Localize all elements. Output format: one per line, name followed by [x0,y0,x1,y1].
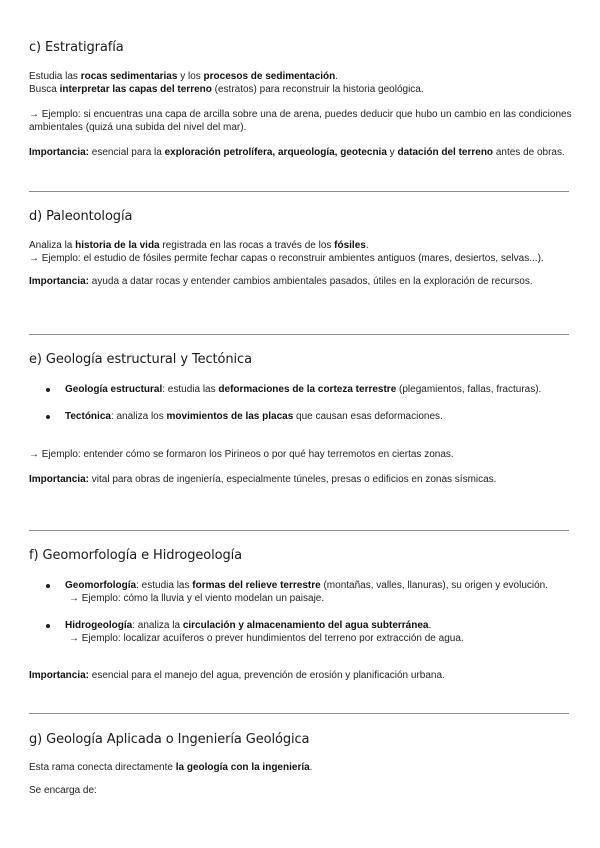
section-geologia-aplicada [29,732,574,797]
example-paragraph: → Ejemplo: el estudio de fósiles permite fechar capas o reconstruir ambientes antiguos (mares, desiertos, selvas...). [29,253,544,264]
importance-paragraph: Importancia: vital para obras de ingeniería, especialmente túneles, presas o edificios en zonas sísmicas. [29,474,497,485]
divider [29,530,569,531]
importance-paragraph: Importancia: esencial para el manejo del agua, prevención de erosión y planificación urbana. [29,670,445,681]
bullet-icon [46,584,50,588]
section-title: c) Estratigrafía [29,40,124,55]
list-item: Tectónica: analiza los movimientos de las placas que causan esas deformaciones. [29,410,574,423]
example-paragraph: → Ejemplo: entender cómo se formaron los Pirineos o por qué hay terremotos en ciertas zonas. [29,449,454,460]
divider [29,334,569,335]
paragraph: Esta rama conecta directamente la geología con la ingeniería. [29,762,313,773]
list-item: Geología estructural: estudia las deformaciones de la corteza terrestre (plegamientos, fallas, fracturas). [29,383,574,396]
bullet-icon [46,388,50,392]
bullet-list [29,383,574,423]
list-item: Hidrogeología: analiza la circulación y almacenamiento del agua subterránea. → Ejemplo: localizar acuíferos o prever hundimientos del terreno por extracción de agua. [29,619,574,645]
divider [29,191,569,192]
bullet-list [29,579,574,645]
paragraph: Busca interpretar las capas del terreno (estratos) para reconstruir la historia geológica. [29,84,424,95]
list-item: Geomorfología: estudia las formas del relieve terrestre (montañas, valles, llanuras), su origen y evolución. → Ejemplo: cómo la lluvia y el viento modelan un paisaje. [29,579,574,605]
example-paragraph: → Ejemplo: si encuentras una capa de arcilla sobre una de arena, puedes deducir que hubo un cambio en las condiciones ambientales (quizá una subida del nivel del mar). [29,109,572,133]
section-paleontologia [29,209,574,288]
paragraph: Se encarga de: [29,785,97,796]
paragraph: Estudia las rocas sedimentarias y los procesos de sedimentación. [29,71,339,82]
section-estratigrafia [29,40,574,159]
importance-paragraph: Importancia: esencial para la exploración petrolífera, arqueología, geotecnia y datación del terreno antes de obras. [29,147,565,158]
bullet-icon [46,415,50,419]
importance-paragraph: Importancia: ayuda a datar rocas y entender cambios ambientales pasados, útiles en la exploración de recursos. [29,276,533,287]
section-title: d) Paleontología [29,209,133,224]
section-geologia-estructural [29,352,574,486]
bullet-icon [46,624,50,628]
section-title: f) Geomorfología e Hidrogeología [29,548,243,563]
paragraph: Analiza la historia de la vida registrada en las rocas a través de los fósiles. [29,240,369,251]
section-geomorfologia [29,548,574,682]
section-title: g) Geología Aplicada o Ingeniería Geológica [29,732,310,747]
divider [29,713,569,714]
section-title: e) Geología estructural y Tectónica [29,352,252,367]
